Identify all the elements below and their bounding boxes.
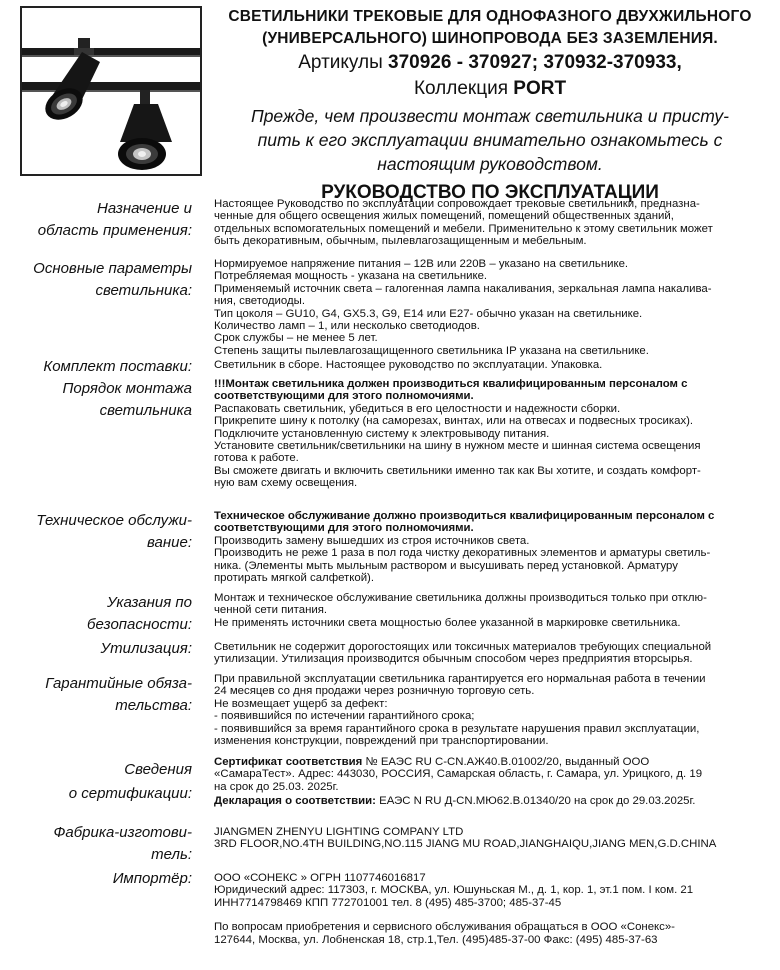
collection-line [205,76,775,102]
service-contact: По вопросам приобретения и сервисного обслуживания обращаться в ООО «Сонекс»- 127644, Москва, ул. Лобненская 18, стр.1,Тел. (495)485-37-00 Факс: (495) 485-37-63 [214,921,675,946]
document-header [205,6,775,206]
section-content [214,756,754,808]
install-warning: !!!Монтаж светильника должен производиться квалифицированным персоналом с соответствующими для этого полномочиями. [214,378,688,403]
section-text: Светильник в сборе. Настоящее руководство по эксплуатации. Упаковка. [214,359,603,371]
importer-details: ООО «СОНЕКС » ОГРН 1107746016817 Юридический адрес: 117303, г. МОСКВА, ул. Юшуньская М., д. 1, кор. 1, эт.1 пом. I ком. 21 ИНН7714798469 КПП 772701001 тел. 8 (495) 485-3700; 485-37-45 [214,872,694,909]
certificate-heading: Сертификат соответствия [214,756,363,768]
section-text: При правильной эксплуатации светильника гарантируется его нормальная работа в течении 24 месяцев со дня продажи через розничную торговую сеть. Не возмещает ущерб за дефект: - появившийся по истечении гарантийного срока; - появившийся за время гарантийного срока в результате нарушения правил эксплуатации, изменения конструкции, повреждений при транспортировании. [214,673,706,748]
section-label: Основные параметры светильника: [33,260,192,299]
section-label: Сведения о сертификации: [68,761,192,802]
section-text: Производить замену вышедших из строя источников света. Производить не реже 1 раза в пол года чистку декоративных элементов и арматуры светиль- ника. (Элементы мыть мыльным раствором и высушивать перед установкой. Арматуру протирать мягкой салфеткой). [214,534,711,585]
section-label: Порядок монтажа светильника [62,380,192,419]
certificate-text [214,756,754,793]
section-text: Светильник не содержит дорогостоящих или токсичных материалов требующих специальной утилизации. Утилизация производится обычным способом через предприятия вторсырья. [214,641,712,666]
declaration-text [214,795,754,807]
section-content [214,872,754,946]
section-content [214,510,754,584]
article-prefix: Артикулы [298,52,389,73]
certificate-details: № ЕАЭС RU С-CN.АЖ40.В.01002/20, выданный ООО «СамараТест». Адрес: 443030, РОССИЯ, Самарская область, г. Самара, ул. Урицкого, д. 19 на срок до 25.03. 2025г. [214,756,703,793]
section-text: Нормируемое напряжение питания – 12В или 220В – указано на светильнике. Потребляемая мощность - указана на светильнике. Применяемый источник света – галогенная лампа накаливания, зеркальная лампа накалива- ния, светодиоды. Тип цоколя – GU10, G4, GX5.3, G9, E14 или E27- обычно указан на светильнике. Количество ламп – 1, или несколько светодиодов. Срок службы – не менее 5 лет. Степень защиты пылевлагозащищенного светильника IP указана на светильнике. [214,258,712,357]
article-codes: 370926 - 370927; 370932-370933, [388,52,682,73]
section-label: Импортёр: [112,870,192,887]
warning-note: Прежде, чем произвести монтаж светильника и присту- пить к его эксплуатации внимательно ознакомьтесь с настоящим руководством. [251,106,729,174]
title-line-2: (УНИВЕРСАЛЬНОГО) ШИНОПРОВОДА БЕЗ ЗАЗЕМЛЕНИЯ. [262,30,718,47]
section-text: JIANGMEN ZHENYU LIGHTING COMPANY LTD 3RD FLOOR,NO.4TH BUILDING,NO.115 JIANG MU ROAD,JIANGHAIQU,JIANG MEN,G.D.CHINA [214,826,717,851]
section-label: Назначение и область применения: [37,200,192,239]
section-label: Гарантийные обяза- тельства: [45,675,192,714]
title-line-1: СВЕТИЛЬНИКИ ТРЕКОВЫЕ ДЛЯ ОДНОФАЗНОГО ДВУХЖИЛЬНОГО [228,8,752,25]
product-photo [20,6,202,176]
section-label: Указания по безопасности: [87,594,192,633]
section-content [214,378,754,490]
declaration-heading: Декларация о соответствии: [214,795,376,808]
declaration-details: ЕАЭС N RU Д-CN.МЮ62.В.01340/20 на срок до 29.03.2025г. [375,795,696,808]
section-label: Фабрика-изготови- тель: [53,824,192,863]
section-label: Техническое обслужи- вание: [36,512,192,551]
service-warning: Техническое обслуживание должно производиться квалифицированным персоналом с соответствующими для этого полномочиями. [214,510,715,535]
article-line [205,50,775,76]
section-text: Настоящее Руководство по эксплуатации сопровождает трековые светильники, предназна- ченные для общего освещения жилых помещений, помещений общественных зданий, отдельных вспомогательных помещений и мебели. Применительно к этому светильник может быть декоративным, обычным, пылевлагозащищенным и мебельным. [214,198,713,248]
section-text: Распаковать светильник, убедиться в его целостности и надежности сборки. Прикрепите шину к потолку (на саморезах, винтах, или на отвесах и подвесных тросиках). Подключите установленную систему к электровыводу питания. Установите светильник/светильники на шину в нужном месте и шинная система освещения готова к работе. Вы сможете двигать и включить светильники именно так как Вы хотите, и создать комфорт- ную вам схему освещения. [214,402,701,490]
collection-name: PORT [513,78,567,99]
section-label: Комплект поставки: [43,358,192,375]
section-label: Утилизация: [100,640,192,657]
manual-title: РУКОВОДСТВО ПО ЭКСПЛУАТАЦИИ [321,182,659,203]
section-text: Монтаж и техническое обслуживание светильника должны производиться только при отклю- ченной сети питания. Не применять источники света мощностью более указанной в маркировке светильника. [214,592,707,629]
collection-prefix: Коллекция [413,78,514,99]
